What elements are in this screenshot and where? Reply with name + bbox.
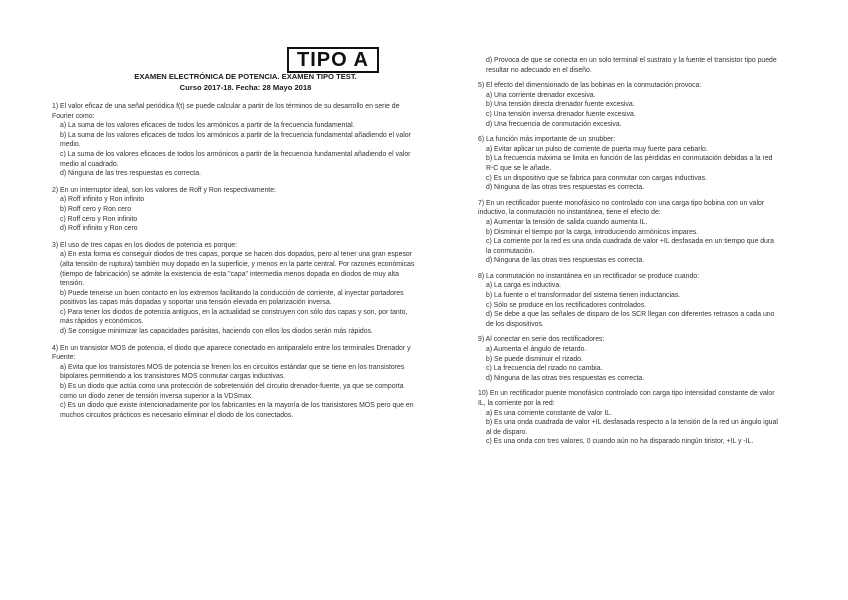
answer-option: d) Roff infinito y Ron cero — [60, 225, 138, 233]
right-questions — [478, 56, 778, 447]
question — [52, 241, 417, 337]
answer-option: d) Ninguna de las otras tres respuestas es correcta. — [486, 257, 645, 265]
answer-option: a) La suma de los valores eficaces de todos los armónicos a partir de la frecuencia fundamental. — [60, 122, 355, 130]
answer-option: d) Ninguna de las otras tres respuestas es correcta. — [486, 184, 645, 192]
question-stem: 9) Al conectar en serie dos rectificadores: — [478, 336, 605, 344]
question — [478, 389, 778, 447]
answer-option: a) Roff infinito y Ron infinito — [60, 196, 145, 204]
answer-option: b) Es un diodo que actúa como una protección de sobretensión del circuito drenador-fuente, ya que se comporta como un diodo zener de tensión inversa superior a la VDSmax. — [60, 383, 404, 400]
answer-option: d) Provoca de que se conecta en un solo terminal el sustrato y la fuente el transistor tipo puede resultar no adecuado en el diseño. — [486, 57, 777, 74]
answer-option: b) Disminuir el tiempo por la carga, introduciendo armónicos impares. — [486, 228, 699, 236]
exam-header — [74, 72, 417, 93]
question — [478, 135, 778, 193]
question-stem: 8) La conmutación no instantánea en un rectificador se produce cuando: — [478, 272, 700, 280]
answer-option: b) Es una onda cuadrada de valor +IL desfasada respecto a la tensión de la red un ángulo igual al de disparo. — [486, 419, 778, 436]
answer-option: c) La suma de los valores eficaces de todos los armónicos a partir de la frecuencia fundamental añadiendo el valor medio al cuadrado. — [60, 150, 411, 168]
question-stem: 4) En un transistor MOS de potencia, el diodo que aparece conectado en antiparalelo entre los terminales Drenador y Fuente: — [52, 344, 411, 362]
question-stem: 10) En un rectificador puente monofásico controlado con carga tipo intensidad constante de valor IL, la corriente por la red: — [478, 390, 775, 407]
answer-option: c) La corriente por la red es una onda cuadrada de valor +IL desfasada en un tiempo que dura la conmutación. — [486, 238, 775, 255]
answer-option: c) Es un dispositivo que se fabrica para conmutar con cargas inductivas. — [486, 174, 707, 182]
question-stem: 1) El valor eficaz de una señal periódica f(t) se puede calcular a partir de los términos de su desarrollo en serie de Fourier como: — [52, 103, 400, 120]
answer-option: c) Es un diodo que existe intencionadamente por los fabricantes en la mayoría de los transistores MOS pero que en muchos circuitos prácticos es necesario eliminar el diodo de los conectados. — [60, 402, 414, 419]
left-questions — [52, 102, 417, 420]
exam-type-box: TIPO A — [287, 47, 379, 73]
question — [478, 56, 778, 75]
question — [52, 344, 417, 421]
answer-option: a) Evita que los transistores MOS de potencia se frenen los en circuitos estándar que se tiene en los transistores bipolares permitiendo a los transistores MOS conmutar cargas inductivas. — [60, 363, 405, 381]
answer-option: a) Es una corriente constante de valor IL. — [486, 409, 613, 417]
answer-option: b) Puede tenerse un buen contacto en los extremos facilitando la conducción de corriente, al inyectar portadores positivos las capas más dopadas y soportar una tensión elevada en polarización inversa. — [60, 289, 404, 307]
question-stem: 2) En un interruptor ideal, son los valores de Roff y Ron respectivamente: — [52, 186, 276, 194]
question — [478, 81, 778, 129]
answer-option: b) Roff cero y Ron cero — [60, 205, 132, 213]
answer-option: c) Para tener los diodos de potencia antiguos, en la actualidad se construyen con sólo dos capas y son, por tanto, más rápidos y económicos. — [60, 308, 408, 326]
answer-option: d) Una frecuencia de conmutación excesiva. — [486, 120, 622, 128]
question — [478, 335, 778, 383]
answer-option: a) Aumenta el ángulo de retardo. — [486, 346, 587, 354]
left-column — [52, 72, 417, 420]
question-stem: 7) En un rectificador puente monofásico no controlado con una carga tipo bobina con un valor inductivo, la conmutación no instantánea, tiene el efecto de: — [478, 199, 765, 217]
question — [478, 272, 778, 330]
right-column — [478, 50, 778, 447]
answer-option: b) La fuente o el transformador del sistema tienen inductancias. — [486, 292, 681, 300]
question-stem: 6) La función más importante de un snubber: — [478, 136, 616, 144]
answer-option: d) Ninguna de las otras tres respuestas es correcta. — [486, 374, 645, 382]
answer-option: b) Una tensión directa drenador fuente excesiva. — [486, 101, 635, 109]
answer-option: d) Ninguna de las tres respuestas es correcta. — [60, 170, 201, 178]
answer-option: c) La frecuencia del rizado no cambia. — [486, 365, 603, 373]
answer-option: a) En esta forma es conseguir diodos de tres capas, porque se hacen dos dopados, pero al tener una gran espesor (alta tensión de ruptura) también muy dopado en la superficie, y menos en la parte central. Por razones económicas (tiempo de fabricación) se admite la existencia de esta "capa" intermedia menos dopada en diodos de muy alta tensión. — [60, 251, 415, 288]
answer-option: b) La suma de los valores eficaces de todos los armónicos a partir de la frecuencia fundamental añadiendo el valor medio. — [60, 131, 411, 149]
question-stem: 3) El uso de tres capas en los diodos de potencia es porque: — [52, 241, 238, 249]
question — [52, 102, 417, 179]
answer-option: b) Se puede disminuir el rizado. — [486, 355, 583, 363]
question-stem: 5) El efecto del dimensionado de las bobinas en la conmutación provoca: — [478, 82, 702, 90]
question — [52, 186, 417, 234]
answer-option: d) Se consigue minimizar las capacidades parásitas, haciendo con ellos los diodos serán más rápidos. — [60, 328, 373, 336]
answer-option: a) Una corriente drenador excesiva. — [486, 91, 596, 99]
answer-option: d) Se debe a que las señales de disparo de los SCR llegan con diferentes retrasos a cada uno de los dispositivos. — [486, 311, 775, 328]
exam-title: EXAMEN ELECTRÓNICA DE POTENCIA. EXAMEN TIPO TEST. — [134, 72, 357, 81]
answer-option: c) Sólo se produce en los rectificadores controlados. — [486, 301, 647, 309]
answer-option: a) Evitar aplicar un pulso de corriente de puerta muy fuerte para cebarlo. — [486, 145, 708, 153]
question — [478, 199, 778, 266]
answer-option: c) Roff cero y Ron infinito — [60, 215, 138, 223]
answer-option: c) Una tensión inversa drenador fuente excesiva. — [486, 110, 636, 118]
answer-option: c) Es una onda con tres valores, 0 cuando aún no ha disparado ningún tiristor, +IL y -IL. — [486, 438, 754, 446]
exam-subtitle: Curso 2017-18. Fecha: 28 Mayo 2018 — [179, 82, 312, 92]
answer-option: a) Aumentar la tensión de salida cuando aumenta IL. — [486, 218, 648, 226]
answer-option: b) La frecuencia máxima se limita en función de las pérdidas en conmutación debidas a la red R-C que se le añade. — [486, 155, 773, 172]
answer-option: a) La carga es inductiva. — [486, 282, 562, 290]
